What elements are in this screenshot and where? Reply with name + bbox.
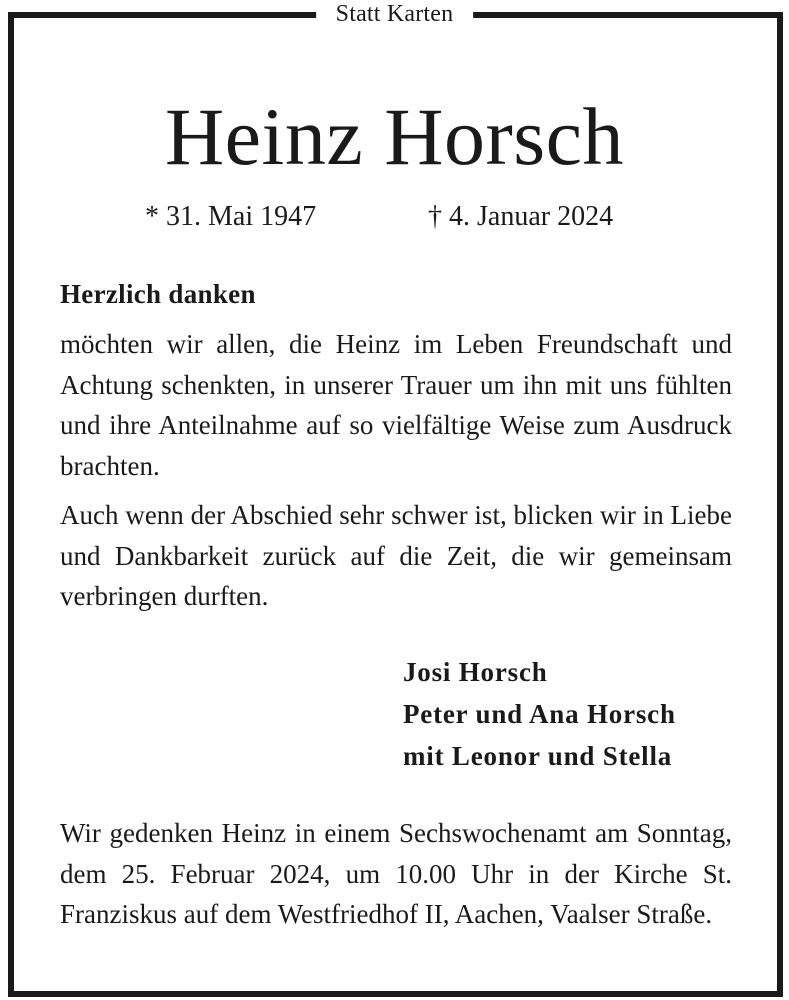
- farewell-paragraph: Auch wenn der Abschied sehr schwer ist, blicken wir in Liebe und Dankbarkeit zurück auf die Zeit, die wir gemeinsam verbringen durften.: [60, 500, 732, 611]
- header-label: Statt Karten: [316, 0, 474, 28]
- deceased-name: Heinz Horsch: [164, 91, 625, 182]
- birth-date: * 31. Mai 1947: [145, 201, 317, 232]
- thanks-paragraph: möchten wir allen, die Heinz im Leben Freundschaft und Achtung schenkten, in unserer Trauer um ihn mit uns fühlten und ihre Anteilnahme auf so vielfältige Weise zum Ausdruck brachten.: [60, 329, 732, 481]
- signer-name: Peter und Ana Horsch: [403, 699, 676, 729]
- signer-name: Josi Horsch: [403, 657, 548, 687]
- signers-block: [403, 651, 676, 777]
- memorial-service-text: Wir gedenken Heinz in einem Sechswochenamt am Sonntag, dem 25. Februar 2024, um 10.00 Uhr in der Kirche St. Franziskus auf dem Westfriedhof II, Aachen, Vaalser Straße.: [60, 818, 732, 929]
- death-date: † 4. Januar 2024: [428, 201, 614, 232]
- signer-name: mit Leonor und Stella: [403, 741, 673, 771]
- thanks-heading: Herzlich danken: [60, 279, 256, 309]
